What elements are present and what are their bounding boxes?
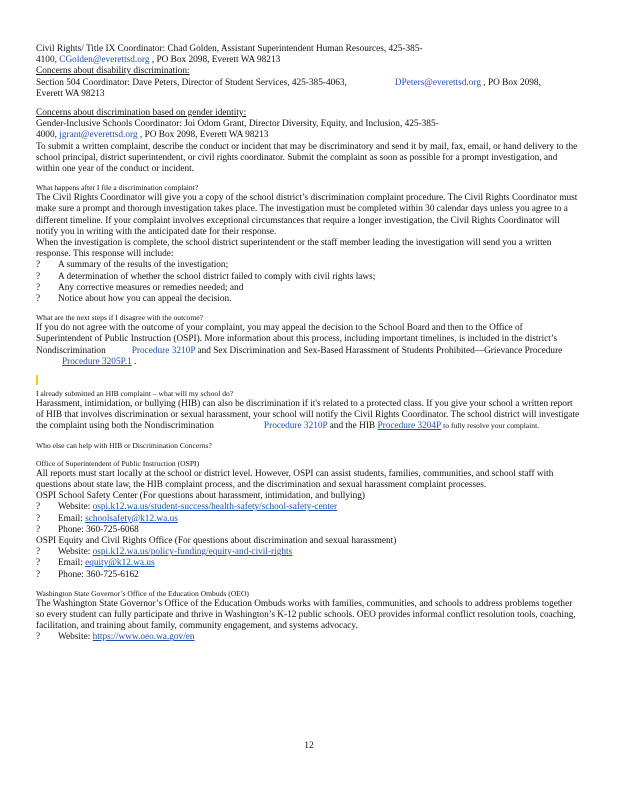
section-heading-file: What happens after I file a discrimination complaint? bbox=[36, 183, 199, 193]
disability-heading: Concerns about disability discrimination: bbox=[36, 66, 190, 77]
ospi-equity-title: OSPI Equity and Civil Rights Office (For questions about discrimination and sexual harassment) bbox=[36, 535, 397, 546]
sec504-email-link[interactable]: DPeters@everettsd.org bbox=[394, 77, 481, 88]
section-heading-hib: I already submitted an HIB complaint – what will my school do? bbox=[36, 389, 234, 399]
list-item: ? Notice about how you can appeal the decision. bbox=[36, 294, 232, 305]
oeo-website-link[interactable]: https://www.oeo.wa.gov/en bbox=[92, 632, 195, 643]
gender-email-link[interactable]: jgrant@everettsd.org bbox=[59, 130, 138, 141]
document-page bbox=[36, 44, 581, 644]
file-paragraph-2: When the investigation is complete, the school district superintendent or the staff member leading the investigation will send you a written response. This response will include: bbox=[36, 238, 552, 260]
ospi-safety-title: OSPI School Safety Center (For questions about harassment, intimidation, and bullying) bbox=[36, 491, 365, 502]
equity-office-website-link[interactable]: ospi.k12.wa.us/policy-funding/equity-and-civil-rights bbox=[92, 547, 293, 558]
list-item: ? Website: ospi.k12.wa.us/student-success/health-safety/school-safety-center bbox=[36, 502, 338, 513]
title-ix-line: Civil Rights/ Title IX Coordinator: Chad Golden, Assistant Superintendent Human Resources, 425-385- bbox=[36, 44, 423, 54]
list-item: ? Phone: 360-725-6068 bbox=[36, 524, 139, 535]
equity-office-email-link[interactable]: equity@k12.wa.us bbox=[85, 558, 155, 569]
list-item: ? Website: https://www.oeo.wa.gov/en bbox=[36, 632, 195, 643]
list-item: ? Email: equity@k12.wa.us bbox=[36, 558, 155, 569]
section-heading-help: Who else can help with HIB or Discrimination Concerns? bbox=[36, 440, 212, 450]
gender-heading: Concerns about discrimination based on gender identity: bbox=[36, 108, 247, 119]
list-item: ? A determination of whether the school district failed to comply with civil rights laws; bbox=[36, 271, 376, 282]
hib-paragraph: Harassment, intimidation, or bullying (HIB) can also be discrimination if it's related to a protected class. If you give your school a written report of HIB that involves discrimination or sexual harassment, your school will notify the Civil Rights Coordinator. The school district will investigate the complaint using both the Nondiscrimination Procedure 3210P and the HIB Procedure 3204P to fully resolve your complaint. bbox=[36, 399, 580, 432]
list-item: ? Website: ospi.k12.wa.us/policy-funding/equity-and-civil-rights bbox=[36, 547, 293, 558]
sec504-address: Everett WA 98213 bbox=[36, 88, 105, 99]
list-item: ? Phone: 360-725-6162 bbox=[36, 569, 139, 580]
oeo-paragraph: The Washington State Governor’s Office of the Education Ombuds works with families, communities, and schools to address problems together so every student can fully participate and thrive in Washington’s K-12 public schools. OEO provides informal conflict resolution tools, coaching, facilitation, and training about family, community engagement, and systems advocacy. bbox=[36, 598, 576, 632]
procedure-3205p1-link[interactable]: Procedure 3205P.1 bbox=[62, 356, 132, 367]
safety-center-email-link[interactable]: schoolsafety@k12.wa.us bbox=[85, 513, 178, 524]
title-ix-line-2: 4100, CGolden@everettsd.org , PO Box 2098, Everett WA 98213 bbox=[36, 55, 281, 66]
file-paragraph-1: The Civil Rights Coordinator will give you a copy of the school district’s discrimination complaint procedure. The Civil Rights Coordinator must make sure a prompt and thorough investigation takes place. The investigation must be completed within 30 calendar days unless you agree to a different timeline. If your complaint involves exceptional circumstances that require a longer investigation, the Civil Rights Coordinator will notify you in writing with the anticipated date for their response. bbox=[36, 193, 578, 237]
section-heading-appeal: What are the next steps if I disagree with the outcome? bbox=[36, 313, 203, 323]
list-item: ? A summary of the results of the investigation; bbox=[36, 260, 229, 271]
procedure-3210p-link[interactable]: Procedure 3210P bbox=[131, 345, 196, 356]
section-heading-oeo: Washington State Governor’s Office of the Education Ombuds (OEO) bbox=[36, 588, 249, 598]
list-item: ? Email: schoolsafety@k12.wa.us bbox=[36, 513, 178, 524]
appeal-paragraph: If you do not agree with the outcome of your complaint, you may appeal the decision to the School Board and then to the Office of Superintendent of Public Instruction (OSPI). More information about this process, including important timelines, is included in the district’s Nondiscrimination Procedure 3210P and Sex Discrimination and Sex-Based Harassment of Students Prohibited—Grievance ProcedureProcedure 3205P.1 . bbox=[36, 323, 563, 367]
safety-center-website-link[interactable]: ospi.k12.wa.us/student-success/health-safety/school-safety-center bbox=[92, 502, 338, 513]
sec504-line: Section 504 Coordinator: Dave Peters, Director of Student Services, 425-385-4063, DPeters@everettsd.org , PO Box 2098, bbox=[36, 77, 541, 88]
procedure-3210p-link-2[interactable]: Procedure 3210P bbox=[263, 421, 328, 432]
page-number: 12 bbox=[304, 741, 314, 751]
list-item: ? Any corrective measures or remedies needed; and bbox=[36, 282, 244, 293]
procedure-3204p-link[interactable]: Procedure 3204P bbox=[377, 421, 442, 432]
title-ix-email-link[interactable]: CGolden@everettsd.org bbox=[59, 55, 150, 66]
submit-paragraph: To submit a written complaint, describe the conduct or incident that may be discriminatory and send it by mail, fax, email, or hand delivery to the school principal, district superintendent, or civil rights coordinator. Submit the complaint as soon as possible for a prompt investigation, and within one year of the conduct or incident. bbox=[36, 141, 578, 175]
ospi-paragraph: All reports must start locally at the school or district level. However, OSPI can assist students, families, communities, and school staff with questions about state law, the HIB complaint process, and the discrimination and sexual harassment complaint processes. bbox=[36, 468, 554, 490]
gender-line-2: 4000, jgrant@everettsd.org , PO Box 2098, Everett WA 98213 bbox=[36, 130, 269, 141]
gender-line: Gender-Inclusive Schools Coordinator: Joi Odom Grant, Director Diversity, Equity, and Inclusion, 425-385- bbox=[36, 119, 439, 130]
highlight-marker bbox=[36, 375, 38, 385]
section-heading-ospi: Office of Superintendent of Public Instruction (OSPI) bbox=[36, 458, 200, 468]
